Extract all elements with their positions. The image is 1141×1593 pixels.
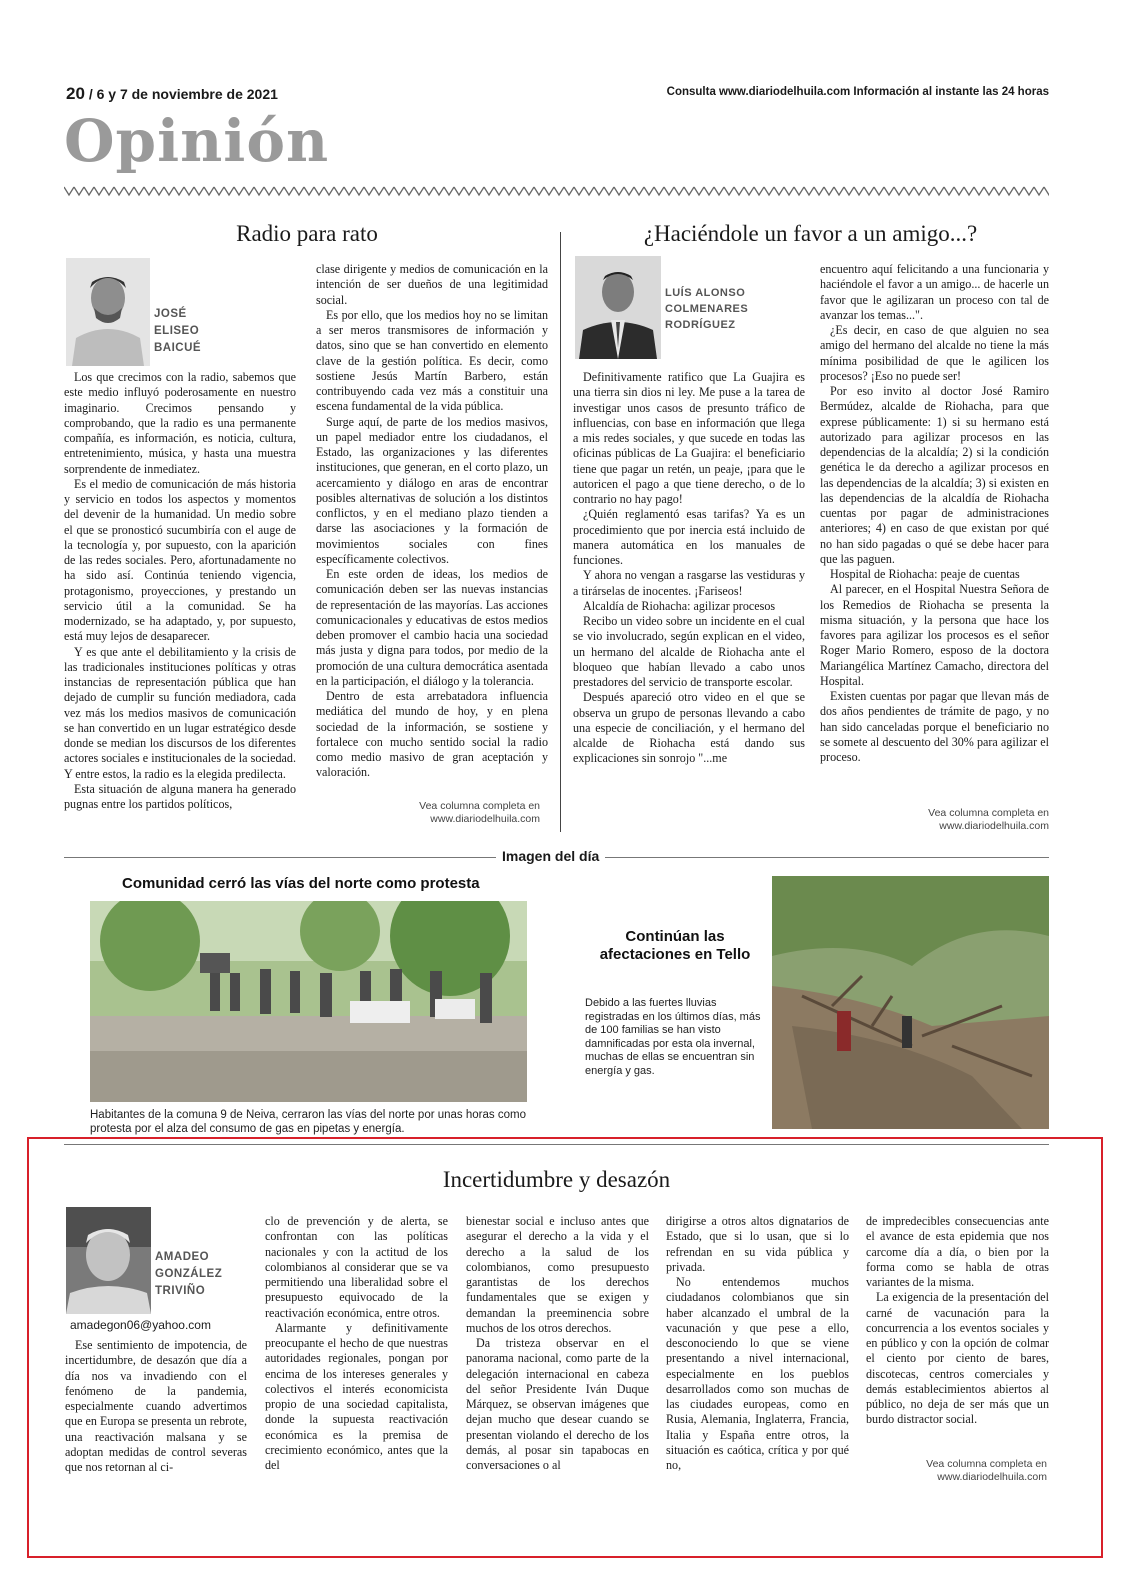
tello-photo-caption: Debido a las fuertes lluvias registradas en los últimos días, más de 100 familias se han visto damnificadas por esta ola invernal, muchas de ellas se encuentran sin energía y gas. [585,997,761,1077]
paragraph: clase dirigente y medios de comunicación en la intención de ser dueños de una legitimidad social. [316,262,548,307]
author-photo-amadeo [66,1207,151,1314]
paragraph: clo de prevención y de alerta, se confrontan con las políticas nacionales y con la actitud de los colombianos al considerar que se va permitiendo una liberalidad sobre el presupuesto equivocado de la reactivación económica, entre otros. [265,1214,448,1320]
author-email[interactable]: amadegon06@yahoo.com [70,1318,211,1332]
paragraph: Surge aquí, de parte de los medios masivos, un papel mediador entre los ciudadanos, el Estado, las organizaciones y las diferentes instituciones, que generan, en el corto plazo, un acercamiento y diálogo en aras de encontrar posibles alternativas de solución a los distintos conflictos, y en el mediano plazo tienden a darse las asociaciones y la formación de movimientos sociales con fines específicamente colectivos. [316,414,548,566]
header-slash: / [88,86,93,102]
see-more-label: Vea columna completa en [419,800,540,812]
author-line: BAICUÉ [154,342,202,354]
article2-column-2 [820,262,1049,807]
paragraph: ¿Es decir, en caso de que alguien no sea amigo del hermano del alcalde no tiene la más mínima posibilidad de que le agilicen los procesos? ¡Eso no puede ser! [820,323,1049,383]
paragraph: No entendemos muchos ciudadanos colombianos que sin haber alcanzado el umbral de la vacunación y que pese a ello, desconociendo lo que se viene presentando a nivel internacional, especialmente en los pueblos desarrollados como son muchas de las ciudades europeas, como en Rusia, Alemania, Inglaterra, Francia, Italia y España entre otros, la situación es caótica, crítica y por qué no, [666,1275,849,1472]
author-line: JOSÉ [154,308,187,320]
paragraph: Es el medio de comunicación de más historia y servicio en todos los aspectos y momentos del devenir de la humanidad. Un medio sobre el que se pronosticó sucumbiría con el auge de la tecnología y, por supuesto, con la aparición de las redes sociales. Pero, afortunadamente no ha sido así. Continúa teniendo vigencia, protagonismo, proyecciones, y prestando un servicio útil a la comunidad. Se ha modernizado, se ha adaptado, y, por supuesto, está muy lejos de desaparecer. [64,476,296,644]
paragraph: Dentro de esta arrebatadora influencia mediática del mundo de hoy, y en plena sociedad de la información, se sostiene y fortalece con mucho sentido social la radio como medio masivo de gran aceptación y valoración. [316,689,548,780]
paragraph: Después apareció otro video en el que se observa un grupo de personas llevando a cabo una especie de conciliación, y el hermano del alcalde de Riohacha está dando sus explicaciones sin sonrojo "...me [573,690,805,766]
page-number: 20 [66,84,85,103]
article3-column-4 [666,1214,849,1489]
landslide-photo [772,876,1049,1129]
page-header-left [66,84,278,104]
author-photo-luis [575,256,661,359]
page-date: 6 y 7 de noviembre de 2021 [96,86,278,102]
see-more-label: Vea columna completa en [928,807,1049,819]
see-more-link-2[interactable] [889,807,1049,833]
image-of-day-label: Imagen del día [496,848,605,864]
tello-photo-title: Continúan las afectaciones en Tello [599,928,751,963]
paragraph: Los que crecimos con la radio, sabemos que este medio influyó poderosamente en nuestro imaginario. Crecimos pensando y comprobando, que la radio es una permanente compañía, es información, es noticia, cultura, entretenimiento, música, y hasta una muestra sorprendente de inmediatez. [64,370,296,476]
author-line: LUÍS ALONSO [665,287,746,299]
paragraph: bienestar social e incluso antes que asegurar el derecho a la vida y el derecho a la salud de los colombianos, como presupuesto garantistas de los derechos fundamentales que se exigen y demandan la preeminencia sobre muchos de los otros derechos. [466,1214,649,1335]
section-title: Opinión [64,107,330,175]
author-line: TRIVIÑO [155,1285,206,1297]
see-more-url: www.diariodelhuila.com [939,820,1049,832]
article2-title: ¿Haciéndole un favor a un amigo...? [643,221,978,246]
paragraph: Existen cuentas por pagar que llevan más de dos años pendientes de trámite de pago, y no han sido canceladas porque el beneficiario no se somete al descuento del 30% para agilizar el proceso. [820,689,1049,764]
paragraph: Al parecer, en el Hospital Nuestra Señora de los Remedios de Riohacha se presenta la misma situación, y la persona que hace los favores para agilizar los procesos es el señor Roger Mario Romero, esposo de la doctora Mariangélica Martínez Camacho, directora del Hospital. [820,582,1049,688]
paragraph: La exigencia de la presentación del carné de vacunación para la concurrencia a los eventos sociales y en público y con la opción de colmar el ciento por ciento de bares, discotecas, centros comerciales y demás establecimientos abiertos al público, no deja de ser más que un burdo distractor social. [866,1290,1049,1427]
paragraph: Esta situación de alguna manera ha generado pugnas entre los partidos políticos, [64,781,296,811]
paragraph: de impredecibles consecuencias ante el avance de esta epidemia que nos carcome día a día, o bien por la forma como se habla de otras variantes de la misma. [866,1214,1049,1289]
article3-column-5 [866,1214,1049,1454]
see-more-label: Vea columna completa en [926,1458,1047,1470]
paragraph: Definitivamente ratifico que La Guajira es una tierra sin dios ni ley. Me puse a la tarea de investigar unos casos de presunto tráfico de influencias, con base en información que llega a mis redes sociales, y que sucede en todas las oficinas públicas de La Guajira: el beneficiario tiene que pagar un retén, un peaje, ¡para que le autoricen el pago a que tiene derecho, o de lo contrario no hay pago! [573,370,805,506]
paragraph: encuentro aquí felicitando a una funcionaria y haciéndole el favor a un amigo... de hacerle un favor que le agilizaran un proceso con tal de avanzar los temas...". [820,262,1049,322]
article1-column-2 [316,262,548,790]
protest-photo-title: Comunidad cerró las vías del norte como protesta [122,875,480,892]
paragraph: Por eso invito al doctor José Ramiro Bermúdez, alcalde de Riohacha, para que exprese públicamente: 1) si su hermano está autorizado para agilizar procesos en las dependencias de la alcaldía; 2) si la condición genética le da derecho a agilizar procesos en las dependencias de la alcaldía; 3) si existen en las dependencias de la alcaldía de Riohacha cuentas por pagar de administraciones anteriores; 4) en caso de que existan por qué no han sido pagadas o qué se debe hacer para que las paguen. [820,384,1049,566]
paragraph: Alarmante y definitivamente preocupante el hecho de que nuestras autoridades regionales, pongan por encima de los intereses generales y colectivos el interés economicista propio de una sociedad capitalista, donde la supuesta reactivación económica es la premisa de crecimiento económico, antes que la del [265,1320,448,1472]
paragraph: Es por ello, que los medios hoy no se limitan a ser meros transmisores de información y datos, sino que se han convertido en elemento clave de la gestión política. Es decir, como sostiene Jesús Martín Barbero, están contribuyendo cada vez más a constituir una escena fundamental de la vida pública. [316,307,548,414]
paragraph: En este orden de ideas, los medios de comunicación deben ser las nuevas instancias de representación de las mayorías. Las acciones comunicacionales y educativas de estos medios deben promover el cambio hacia una sociedad más justa y digna para todos, por medio de la promoción de una cultura democrática asentada en la participación, el diálogo y la tolerancia. [316,567,548,688]
paragraph: dirigirse a otros altos dignatarios de Estado, que si lo usan, que si lo refrendan en su vida pública y privada. [666,1214,849,1274]
zigzag-divider [64,183,1049,199]
article3-column-3 [466,1214,649,1489]
paragraph: Recibo un video sobre un incidente en el cual se vio involucrado, según explican en el video, un hermano del alcalde de Riohacha ante el bloqueo que habían llevado a cabo unos prestadores del servicio de transporte escolar. [573,614,805,689]
protest-photo-caption: Habitantes de la comuna 9 de Neiva, cerraron las vías del norte por unas horas como protesta por el alza del consumo de gas en pipetas y energía. [90,1109,526,1135]
article3-title: Incertidumbre y desazón [442,1167,671,1192]
article1-column-1 [64,370,296,826]
article1-title: Radio para rato [236,221,378,246]
see-more-link-3[interactable] [889,1458,1047,1484]
see-more-url: www.diariodelhuila.com [937,1471,1047,1483]
paragraph: Y es que ante el debilitamiento y la crisis de las tradicionales instituciones políticas y otras instancias de representación pública que han dejado de cumplir su función mediadora, cada vez más los medios masivos de comunicación se han convertido en un lugar estratégico desde donde se median los discursos de los diferentes actores sociales e institucionales de la sociedad. Y entre estos, la radio es la elegida predilecta. [64,644,296,781]
author-name-1 [154,306,201,357]
author-line: COLMENARES [665,303,749,315]
see-more-url: www.diariodelhuila.com [430,813,540,825]
see-more-link-1[interactable] [380,800,540,826]
author-line: ELISEO [154,325,200,337]
column-separator [560,232,561,832]
article3-column-2 [265,1214,448,1489]
protest-photo [90,901,527,1102]
paragraph: Da tristeza observar en el panorama nacional, como parte de la delegación internacional en cabeza del señor Presidente Iván Duque Márquez, se observan imágenes que dejan mucho que desear cuando se presentan violando el derecho de los demás, al posar sin tapabocas en conversaciones o al [466,1336,649,1472]
subheading: Alcaldía de Riohacha: agilizar procesos [583,598,776,613]
article3-column-1 [65,1338,247,1488]
author-name-3 [155,1249,222,1300]
author-line: RODRÍGUEZ [665,319,736,331]
paragraph: ¿Quién reglamentó esas tarifas? Ya es un procedimiento que por inercia está incluido de manera automática en los manuales de funciones. [573,507,805,567]
paragraph: Y ahora no vengan a rasgarse las vestiduras y a tirárselas de inocentes. ¡Fariseos! [573,568,805,598]
author-photo-jose [66,258,150,366]
subheading: Hospital de Riohacha: peaje de cuentas [830,567,1020,581]
author-name-2 [665,285,748,333]
paragraph: Ese sentimiento de impotencia, de incertidumbre, de desazón que día a día nos va invadiendo con el fenómeno de la pandemia, especialmente cuando advertimos que en Europa se presenta un rebrote, una reactivación malsana y se adoptan medidas de control severas que nos retornan al ci- [65,1338,247,1474]
author-line: AMADEO [155,1251,210,1263]
article2-column-1 [573,370,805,826]
author-line: GONZÁLEZ [155,1268,223,1280]
page-header-tagline: Consulta www.diariodelhuila.com Información al instante las 24 horas [666,86,1049,98]
